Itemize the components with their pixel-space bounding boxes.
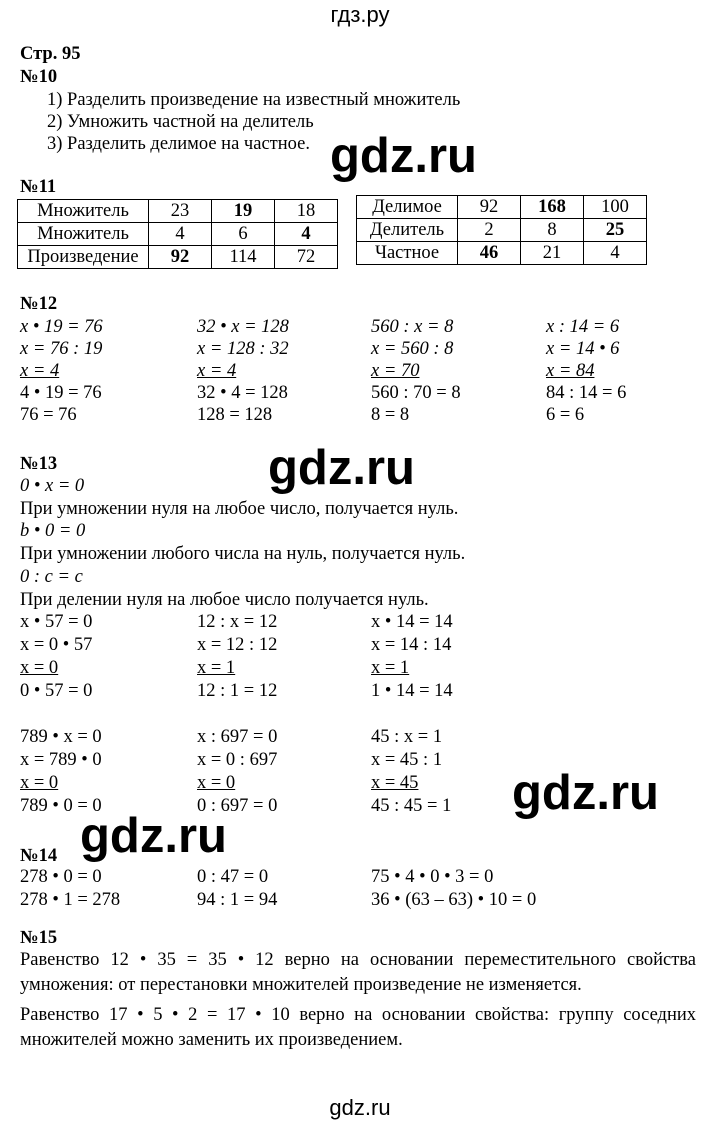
table-cell: 4 [584,242,647,265]
table-cell: 23 [149,200,212,223]
equation-check: 84 : 14 = 6 [546,383,627,403]
equation-answer: x = 0 [20,658,59,678]
equation-check: 32 • 4 = 128 [197,383,288,403]
equation: x = 14 : 14 [371,635,452,655]
table-cell: 18 [275,200,338,223]
n15-paragraph-1: Равенство 12 • 35 = 35 • 12 верно на основании переместительного свойства умножения: от перестановки множителей произведение не изменяется. [20,950,696,995]
equation: 75 • 4 • 0 • 3 = 0 [371,867,494,887]
equation-answer: x = 4 [197,361,237,381]
table-cell: 100 [584,196,647,219]
n15-title: №15 [20,928,58,948]
table-cell: Делимое [357,196,458,219]
n11-table-multiplication [17,199,338,269]
watermark-1: gdz.ru [330,129,477,183]
equation-answer: x = 1 [197,658,236,678]
table-cell: Делитель [357,219,458,242]
equation: x • 57 = 0 [20,612,93,632]
site-header: гдз.ру [330,2,390,27]
table-cell: 2 [458,219,521,242]
equation: x = 560 : 8 [371,339,454,359]
equation-check: 1 • 14 = 14 [371,681,453,701]
table-row [357,219,647,242]
table-row [18,246,338,269]
equation: x = 76 : 19 [20,339,103,359]
equation-check: 8 = 8 [371,405,410,425]
n10-step-2: 2) Умножить частной на делитель [47,112,314,132]
n13-title: №13 [20,454,58,474]
table-cell: 25 [584,219,647,242]
equation: x : 14 = 6 [546,317,620,337]
page-label: Стр. 95 [20,44,81,64]
watermark-2: gdz.ru [268,441,415,495]
table-cell: 46 [458,242,521,265]
equation-check: 560 : 70 = 8 [371,383,461,403]
table-cell: 92 [458,196,521,219]
equation: 278 • 1 = 278 [20,890,121,910]
table-cell: 114 [212,246,275,269]
equation: 94 : 1 = 94 [197,890,278,910]
n14-title: №14 [20,846,58,866]
equation: 0 : 47 = 0 [197,867,269,887]
n13-rule-3-text: При делении нуля на любое число получается нуль. [20,590,429,610]
equation: 12 : x = 12 [197,612,278,632]
equation: x = 128 : 32 [197,339,289,359]
table-cell: 72 [275,246,338,269]
equation: x = 12 : 12 [197,635,278,655]
table-cell: 4 [149,223,212,246]
equation: 278 • 0 = 0 [20,867,102,887]
n10-title: №10 [20,67,58,87]
table-row [18,223,338,246]
n13-rule-1-text: При умножении нуля на любое число, получается нуль. [20,499,459,519]
equation-answer: x = 70 [371,361,420,381]
equation: x = 0 : 697 [197,750,278,770]
watermark-4: gdz.ru [80,809,227,863]
equation: x • 14 = 14 [371,612,453,632]
n11-title: №11 [20,177,57,197]
equation-answer: x = 84 [546,361,595,381]
equation: x • 19 = 76 [20,317,103,337]
equation-check: 128 = 128 [197,405,273,425]
equation-check: 789 • 0 = 0 [20,796,102,816]
n13-rule-2-equation: b • 0 = 0 [20,521,86,541]
table-cell: Произведение [18,246,149,269]
equation: x = 0 • 57 [20,635,93,655]
equation: x = 45 : 1 [371,750,443,770]
equation-answer: x = 1 [371,658,410,678]
equation: 45 : x = 1 [371,727,443,747]
table-cell: 4 [275,223,338,246]
equation-check: 6 = 6 [546,405,585,425]
table-cell: 168 [521,196,584,219]
n13-rule-2-text: При умножении любого числа на нуль, получается нуль. [20,544,466,564]
n15-paragraph-2: Равенство 17 • 5 • 2 = 17 • 10 верно на основании свойства: группу соседних множителей можно заменить их произведением. [20,1005,696,1050]
table-row [357,242,647,265]
n12-title: №12 [20,294,58,314]
equation-answer: x = 0 [197,773,236,793]
n10-step-1: 1) Разделить произведение на известный множитель [47,90,461,110]
n13-rule-3-equation: 0 : c = c [20,567,83,587]
table-cell: 6 [212,223,275,246]
equation-answer: x = 0 [20,773,59,793]
equation: 789 • x = 0 [20,727,102,747]
table-row [18,200,338,223]
table-cell: Множитель [18,200,149,223]
table-cell: Частное [357,242,458,265]
equation: x = 14 • 6 [546,339,620,359]
equation: 560 : x = 8 [371,317,454,337]
n10-step-3: 3) Разделить делимое на частное. [47,134,310,154]
equation-check: 45 : 45 = 1 [371,796,452,816]
equation-check: 0 • 57 = 0 [20,681,93,701]
table-cell: 21 [521,242,584,265]
equation: x = 789 • 0 [20,750,102,770]
n11-table-division [356,195,647,265]
equation: x : 697 = 0 [197,727,278,747]
equation-check: 4 • 19 = 76 [20,383,102,403]
n13-rule-1-equation: 0 • x = 0 [20,476,85,496]
footer-site: gdz.ru [329,1095,391,1120]
equation: 36 • (63 – 63) • 10 = 0 [371,890,537,910]
table-cell: 8 [521,219,584,242]
table-cell: 92 [149,246,212,269]
equation-answer: x = 45 [371,773,419,793]
equation-check: 12 : 1 = 12 [197,681,278,701]
equation-check: 0 : 697 = 0 [197,796,278,816]
table-cell: 19 [212,200,275,223]
table-row [357,196,647,219]
watermark-3: gdz.ru [512,766,659,820]
equation-answer: x = 4 [20,361,60,381]
table-cell: Множитель [18,223,149,246]
equation-check: 76 = 76 [20,405,77,425]
equation: 32 • x = 128 [197,317,289,337]
